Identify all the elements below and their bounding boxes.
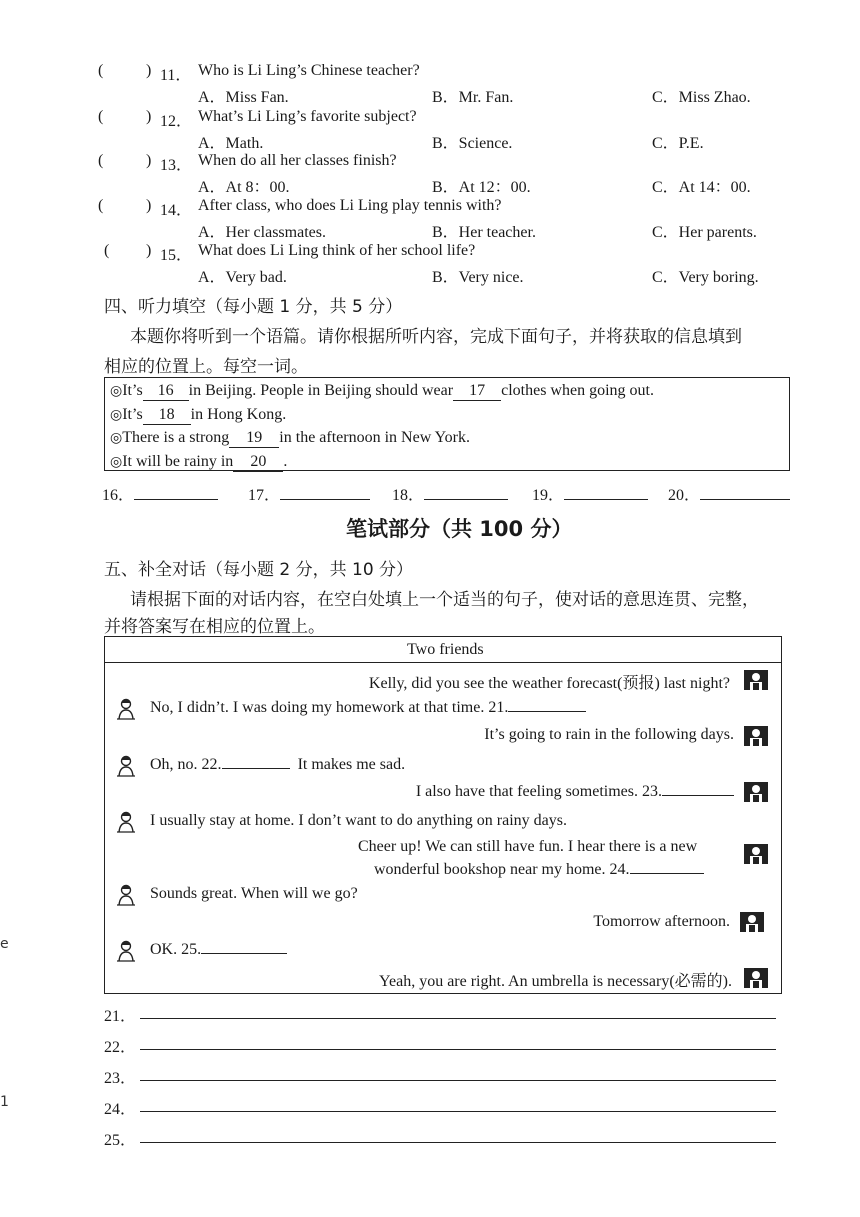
answer-17[interactable]: 17． bbox=[248, 482, 370, 505]
answer-line-21[interactable] bbox=[140, 1018, 776, 1019]
answer-line-24[interactable] bbox=[140, 1111, 776, 1112]
answer-line-22[interactable] bbox=[140, 1049, 776, 1050]
question-text: When do all her classes finish? bbox=[198, 152, 397, 169]
section4-title: 四、听力填空（每小题 1 分，共 5 分） bbox=[104, 297, 403, 317]
blank-19: 19 bbox=[229, 429, 279, 448]
dialogue-line-4: Oh, no. 22. It makes me sad. bbox=[150, 756, 406, 773]
kelly-avatar-icon bbox=[742, 966, 770, 990]
answer-20[interactable]: 20． bbox=[668, 482, 790, 505]
section4-instruction-1: 本题你将听到一个语篇。请你根据所听内容，完成下面句子，并将获取的信息填到 bbox=[130, 327, 742, 347]
option-c[interactable]: C．Her parents. bbox=[652, 224, 757, 241]
blank-16: 16 bbox=[143, 382, 189, 401]
kelly-avatar-icon bbox=[742, 780, 770, 804]
dialogue-line-6: I usually stay at home. I don’t want to do anything on rainy days. bbox=[150, 812, 567, 829]
dialogue-title: Two friends bbox=[407, 641, 484, 658]
option-c[interactable]: C．Miss Zhao. bbox=[652, 89, 751, 106]
girl-avatar-icon bbox=[114, 811, 138, 833]
girl-avatar-icon bbox=[114, 755, 138, 777]
fill-line-18: ◎It’s 18 in Hong Kong. bbox=[110, 406, 287, 423]
answer-16[interactable]: 16． bbox=[102, 482, 218, 505]
option-b[interactable]: B．Her teacher. bbox=[432, 224, 536, 241]
answer-paren-open[interactable]: ( bbox=[104, 242, 110, 259]
dialogue-line-9: Tomorrow afternoon. bbox=[593, 913, 730, 930]
option-a[interactable]: A．Very bad. bbox=[198, 269, 287, 286]
option-b[interactable]: B．Science. bbox=[432, 135, 513, 152]
answer-label-22: 22． bbox=[104, 1039, 137, 1056]
answer-19[interactable]: 19． bbox=[532, 482, 648, 505]
answer-paren-open[interactable]: ( bbox=[98, 152, 104, 169]
kelly-avatar-icon bbox=[742, 724, 770, 748]
option-a[interactable]: A．Math. bbox=[198, 135, 264, 152]
section5-instruction-1: 请根据下面的对话内容，在空白处填上一个适当的句子，使对话的意思连贯、完整， bbox=[130, 590, 759, 610]
option-c[interactable]: C．P.E. bbox=[652, 135, 704, 152]
kelly-avatar-icon bbox=[742, 842, 770, 866]
fill-line-19: ◎There is a strong 19 in the afternoon in New York. bbox=[110, 429, 470, 446]
answer-18[interactable]: 18． bbox=[392, 482, 508, 505]
question-text: What’s Li Ling’s favorite subject? bbox=[198, 108, 417, 125]
written-part-title: 笔试部分（共 100 分） bbox=[346, 517, 573, 541]
question-number: 13． bbox=[160, 157, 193, 174]
dialogue-line-7b: wonderful bookshop near my home. 24. bbox=[374, 861, 704, 879]
option-b[interactable]: B．Very nice. bbox=[432, 269, 524, 286]
answer-paren-close: ) bbox=[146, 108, 152, 125]
option-a[interactable]: A．At 8：00. bbox=[198, 179, 290, 196]
dialogue-line-1: Kelly, did you see the weather forecast(预报) last night? bbox=[368, 675, 730, 692]
kelly-avatar-icon bbox=[738, 910, 766, 934]
question-text: Who is Li Ling’s Chinese teacher? bbox=[198, 62, 420, 79]
question-number: 15． bbox=[160, 247, 193, 264]
option-b[interactable]: B．Mr. Fan. bbox=[432, 89, 514, 106]
question-number: 14． bbox=[160, 202, 193, 219]
question-number: 12． bbox=[160, 113, 193, 130]
question-text: After class, who does Li Ling play tennis with? bbox=[198, 197, 502, 214]
option-c[interactable]: C．Very boring. bbox=[652, 269, 759, 286]
option-a[interactable]: A．Her classmates. bbox=[198, 224, 326, 241]
dialogue-title-divider bbox=[104, 662, 782, 663]
dialogue-line-3: It’s going to rain in the following days. bbox=[484, 726, 734, 743]
answer-paren-open[interactable]: ( bbox=[98, 62, 104, 79]
section5-instruction-2: 并将答案写在相应的位置上。 bbox=[104, 617, 325, 637]
option-b[interactable]: B．At 12：00. bbox=[432, 179, 531, 196]
question-text: What does Li Ling think of her school life? bbox=[198, 242, 476, 259]
dialogue-line-11: Yeah, you are right. An umbrella is necessary(必需的). bbox=[379, 973, 732, 990]
answer-paren-close: ) bbox=[146, 152, 152, 169]
blank-18: 18 bbox=[143, 406, 191, 425]
answer-paren-close: ) bbox=[146, 62, 152, 79]
dialogue-line-8: Sounds great. When will we go? bbox=[150, 885, 358, 902]
answer-paren-open[interactable]: ( bbox=[98, 197, 104, 214]
blank-20: 20 bbox=[233, 453, 283, 472]
section5-title: 五、补全对话（每小题 2 分，共 10 分） bbox=[104, 560, 414, 580]
answer-paren-open[interactable]: ( bbox=[98, 108, 104, 125]
fill-line-16-17: ◎It’s 16 in Beijing. People in Beijing should wear 17 clothes when going out. bbox=[110, 382, 654, 399]
girl-avatar-icon bbox=[114, 940, 138, 962]
girl-avatar-icon bbox=[114, 698, 138, 720]
option-c[interactable]: C．At 14：00. bbox=[652, 179, 751, 196]
fill-line-20: ◎It will be rainy in 20 . bbox=[110, 453, 288, 470]
answer-paren-close: ) bbox=[146, 242, 152, 259]
dialogue-line-10: OK. 25. bbox=[150, 941, 287, 959]
dialogue-line-5: I also have that feeling sometimes. 23. bbox=[416, 783, 734, 801]
dialogue-line-7a: Cheer up! We can still have fun. I hear there is a new bbox=[358, 838, 698, 855]
question-number: 11． bbox=[160, 67, 192, 84]
dialogue-line-2: No, I didn’t. I was doing my homework at that time. 21. bbox=[150, 699, 586, 717]
answer-label-21: 21． bbox=[104, 1008, 137, 1025]
girl-avatar-icon bbox=[114, 884, 138, 906]
margin-mark: e bbox=[0, 936, 9, 952]
kelly-avatar-icon bbox=[742, 668, 770, 692]
answer-label-23: 23． bbox=[104, 1070, 137, 1087]
option-a[interactable]: A．Miss Fan. bbox=[198, 89, 289, 106]
answer-paren-close: ) bbox=[146, 197, 152, 214]
answer-line-25[interactable] bbox=[140, 1142, 776, 1143]
answer-label-24: 24． bbox=[104, 1101, 137, 1118]
answer-label-25: 25． bbox=[104, 1132, 137, 1149]
blank-17: 17 bbox=[453, 382, 501, 401]
answer-line-23[interactable] bbox=[140, 1080, 776, 1081]
section4-instruction-2: 相应的位置上。每空一词。 bbox=[104, 357, 308, 377]
margin-mark: 1 bbox=[0, 1094, 9, 1110]
